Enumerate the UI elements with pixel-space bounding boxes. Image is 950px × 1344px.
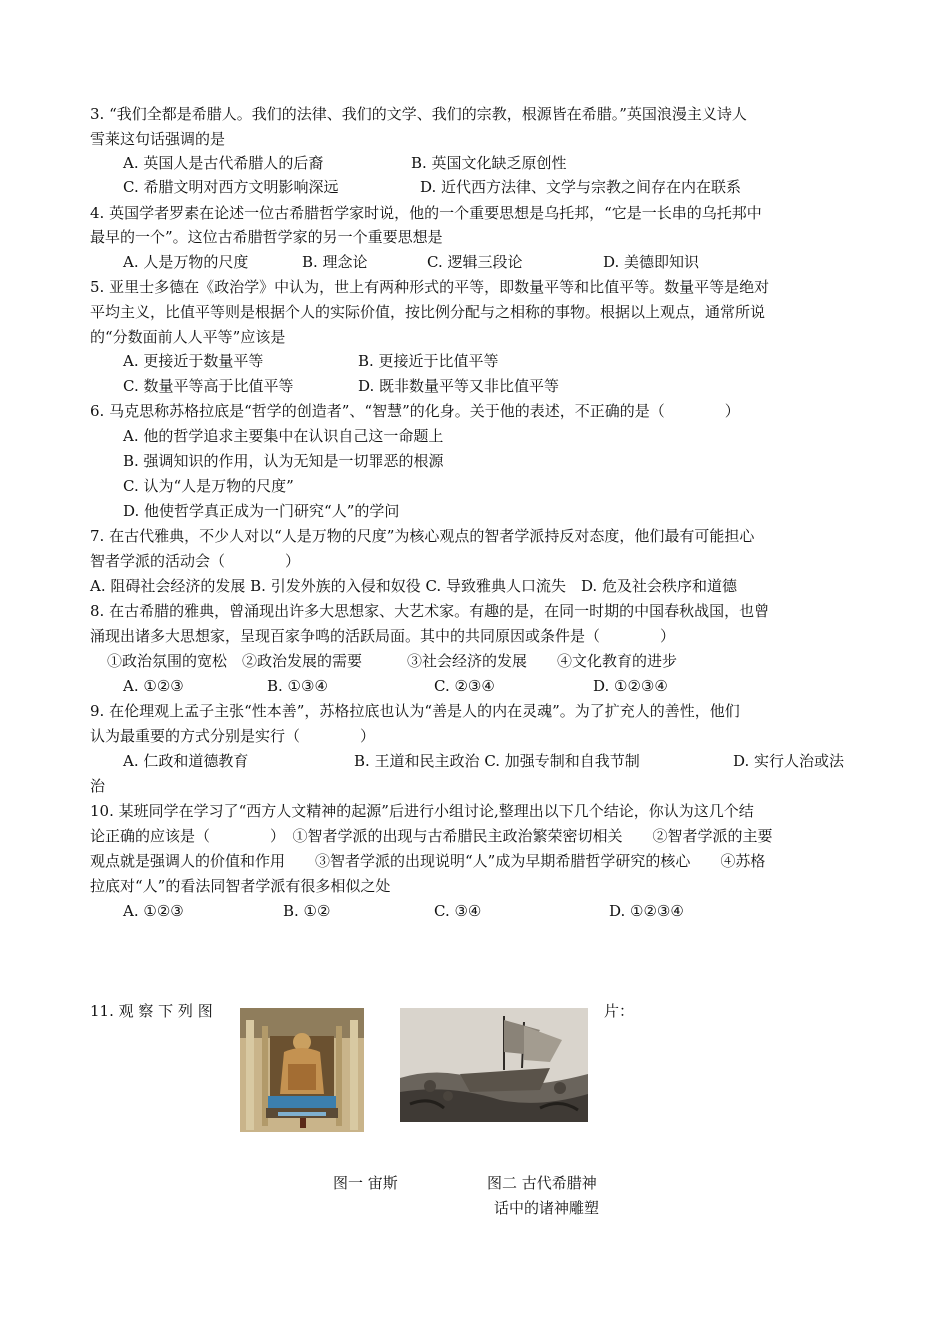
text-line: 的“分数面前人人平等”应该是	[90, 328, 286, 346]
text-line: 涌现出诸多大思想家，呈现百家争鸣的活跃局面。其中的共同原因或条件是（ ）	[90, 627, 676, 645]
text-line: 片：	[604, 1002, 635, 1020]
text-line: D. 实行人治或法	[733, 752, 845, 770]
text-line: B. ①③④	[267, 677, 328, 695]
zeus-statue-image	[240, 1008, 364, 1132]
text-line: C. 希腊文明对西方文明影响深远	[123, 178, 339, 196]
text-line: 拉底对“人”的看法同智者学派有很多相似之处	[90, 877, 391, 895]
text-line: C. ③④	[434, 902, 482, 920]
text-line: 8. 在古希腊的雅典，曾涌现出许多大思想家、大艺术家。有趣的是，在同一时期的中国春秋战国，也曾	[90, 602, 770, 620]
text-line: A. 更接近于数量平等	[123, 352, 264, 370]
text-line: 平均主义，比值平等则是根据个人的实际价值，按比例分配与之相称的事物。根据以上观点，通常所说	[90, 303, 766, 321]
figure2-caption-line2: 话中的诸神雕塑	[494, 1199, 600, 1217]
text-line: B. 英国文化缺乏原创性	[411, 154, 567, 172]
text-line: 9. 在伦理观上孟子主张“性本善”，苏格拉底也认为“善是人的内在灵魂”。为了扩充人的善性，他们	[90, 702, 740, 720]
text-line: D. 他使哲学真正成为一门研究“人”的学问	[123, 502, 400, 520]
text-line: A. ①②③	[123, 902, 184, 920]
figure1-caption: 图一 宙斯	[333, 1174, 398, 1192]
text-line: B. 王道和民主政治 C. 加强专制和自我节制	[354, 752, 640, 770]
text-line: A. 人是万物的尺度	[123, 253, 249, 271]
figure2-caption-line1: 图二 古代希腊神	[487, 1174, 597, 1192]
text-line: D. 既非数量平等又非比值平等	[358, 377, 560, 395]
text-line: A. 阻碍社会经济的发展 B. 引发外族的入侵和奴役 C. 导致雅典人口流失 D. 危及社会秩序和道德	[90, 577, 737, 595]
text-line: B. 更接近于比值平等	[358, 352, 499, 370]
text-line: ①政治氛围的宽松 ②政治发展的需要 ③社会经济的发展 ④文化教育的进步	[107, 652, 678, 670]
text-line: C. ②③④	[434, 677, 495, 695]
text-line: 雪莱这句话强调的是	[90, 130, 226, 148]
text-line: 论正确的应该是（ ） ①智者学派的出现与古希腊民主政治繁荣密切相关 ②智者学派的主要	[90, 827, 773, 845]
text-line: D. 美德即知识	[603, 253, 700, 271]
text-line: 认为最重要的方式分别是实行（ ）	[90, 727, 376, 745]
text-line: D. 近代西方法律、文学与宗教之间存在内在联系	[420, 178, 742, 196]
text-line: 11. 观 察 下 列 图	[90, 1002, 213, 1020]
text-line: A. 他的哲学追求主要集中在认识自己这一命题上	[123, 427, 444, 445]
text-line: B. 强调知识的作用，认为无知是一切罪恶的根源	[123, 452, 444, 470]
text-line: C. 认为“人是万物的尺度”	[123, 477, 294, 495]
text-line: B. ①②	[283, 902, 331, 920]
text-line: 3. “我们全都是希腊人。我们的法律、我们的文学、我们的宗教，根源皆在希腊。”英国浪漫主义诗人	[90, 105, 747, 123]
text-line: A. ①②③	[123, 677, 184, 695]
text-line: 10. 某班同学在学习了“西方人文精神的起源”后进行小组讨论,整理出以下几个结论，你认为这几个结	[90, 802, 754, 820]
text-line: A. 英国人是古代希腊人的后裔	[123, 154, 324, 172]
text-line: 治	[90, 777, 106, 795]
text-line: 观点就是强调人的价值和作用 ③智者学派的出现说明“人”成为早期希腊哲学研究的核心 ④苏格	[90, 852, 766, 870]
text-line: B. 理念论	[302, 253, 368, 271]
gods-sculpture-image	[400, 1008, 588, 1122]
text-line: A. 仁政和道德教育	[123, 752, 249, 770]
text-line: C. 逻辑三段论	[427, 253, 523, 271]
text-line: 5. 亚里士多德在《政治学》中认为，世上有两种形式的平等，即数量平等和比值平等。数量平等是绝对	[90, 278, 770, 296]
text-line: D. ①②③④	[609, 902, 684, 920]
text-line: 6. 马克思称苏格拉底是“哲学的创造者”、“智慧”的化身。关于他的表述，不正确的是（ ）	[90, 402, 740, 420]
text-line: 最早的一个”。这位古希腊哲学家的另一个重要思想是	[90, 228, 443, 246]
text-line: 7. 在古代雅典，不少人对以“人是万物的尺度”为核心观点的智者学派持反对态度，他们最有可能担心	[90, 527, 755, 545]
text-line: D. ①②③④	[593, 677, 668, 695]
text-line: 4. 英国学者罗素在论述一位古希腊哲学家时说，他的一个重要思想是乌托邦，“它是一长串的乌托邦中	[90, 204, 762, 222]
text-line: 智者学派的活动会（ ）	[90, 552, 301, 570]
text-line: C. 数量平等高于比值平等	[123, 377, 294, 395]
